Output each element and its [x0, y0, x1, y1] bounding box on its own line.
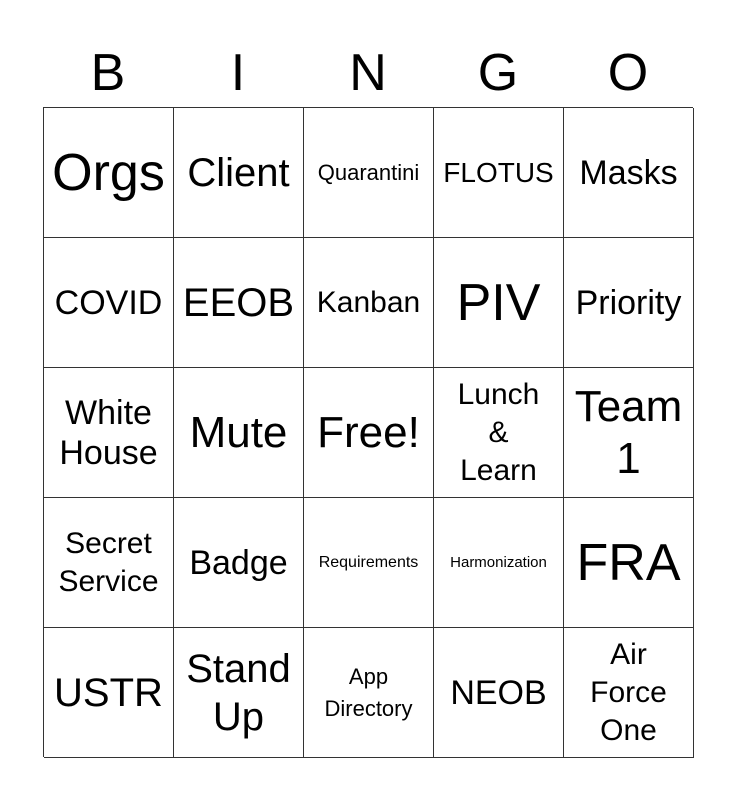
cell-label: PIV [456, 273, 541, 332]
bingo-cell[interactable] [174, 628, 304, 758]
header-letter-i: I [230, 44, 246, 102]
bingo-cell[interactable] [304, 628, 434, 758]
free-space-cell[interactable] [304, 368, 434, 498]
cell-label: Harmonization [450, 553, 547, 571]
cell-label: Lunch & Learn [457, 377, 540, 487]
bingo-cell[interactable] [564, 108, 694, 238]
bingo-cell[interactable] [564, 238, 694, 368]
bingo-cell[interactable] [434, 238, 564, 368]
bingo-cell[interactable] [44, 238, 174, 368]
cell-label: Quarantini [317, 159, 420, 185]
cell-label: NEOB [450, 673, 547, 712]
header-letter-o: O [607, 44, 649, 102]
cell-label: Mute [189, 407, 288, 457]
header-letter-g: G [477, 44, 519, 102]
bingo-cell[interactable] [434, 108, 564, 238]
cell-label: FRA [576, 533, 681, 592]
cell-label: White House [59, 393, 158, 472]
bingo-cell[interactable] [304, 238, 434, 368]
bingo-cell[interactable] [174, 238, 304, 368]
cell-label: Secret Service [58, 526, 159, 598]
cell-label: Requirements [318, 553, 419, 571]
bingo-cell[interactable] [304, 108, 434, 238]
bingo-cell[interactable] [174, 108, 304, 238]
cell-label: FLOTUS [443, 156, 554, 188]
cell-label: EEOB [182, 280, 295, 325]
cell-label: COVID [54, 283, 163, 322]
cell-label: Kanban [316, 285, 421, 319]
bingo-header [43, 40, 693, 106]
cell-label: Team 1 [574, 381, 683, 483]
cell-label: Air Force One [590, 637, 667, 747]
bingo-cell[interactable] [44, 368, 174, 498]
bingo-cell[interactable] [304, 498, 434, 628]
bingo-cell[interactable] [564, 368, 694, 498]
bingo-cell[interactable] [564, 498, 694, 628]
header-letter-n: N [349, 44, 387, 102]
bingo-cell[interactable] [434, 628, 564, 758]
header-letter-b: B [90, 44, 126, 102]
bingo-cell[interactable] [174, 498, 304, 628]
cell-label: Masks [579, 153, 678, 192]
cell-label: Stand Up [186, 646, 291, 739]
bingo-cell[interactable] [44, 498, 174, 628]
bingo-cell[interactable] [564, 628, 694, 758]
cell-label: Client [187, 150, 290, 195]
cell-label: USTR [54, 670, 163, 715]
cell-label: Badge [189, 543, 288, 582]
bingo-cell[interactable] [174, 368, 304, 498]
cell-label: Orgs [52, 143, 165, 202]
bingo-grid [43, 107, 693, 757]
bingo-cell[interactable] [44, 628, 174, 758]
bingo-cell[interactable] [434, 368, 564, 498]
cell-label: App Directory [324, 663, 413, 721]
cell-label: Priority [575, 283, 682, 322]
bingo-cell[interactable] [434, 498, 564, 628]
bingo-cell[interactable] [44, 108, 174, 238]
free-space-label: Free! [317, 407, 420, 457]
